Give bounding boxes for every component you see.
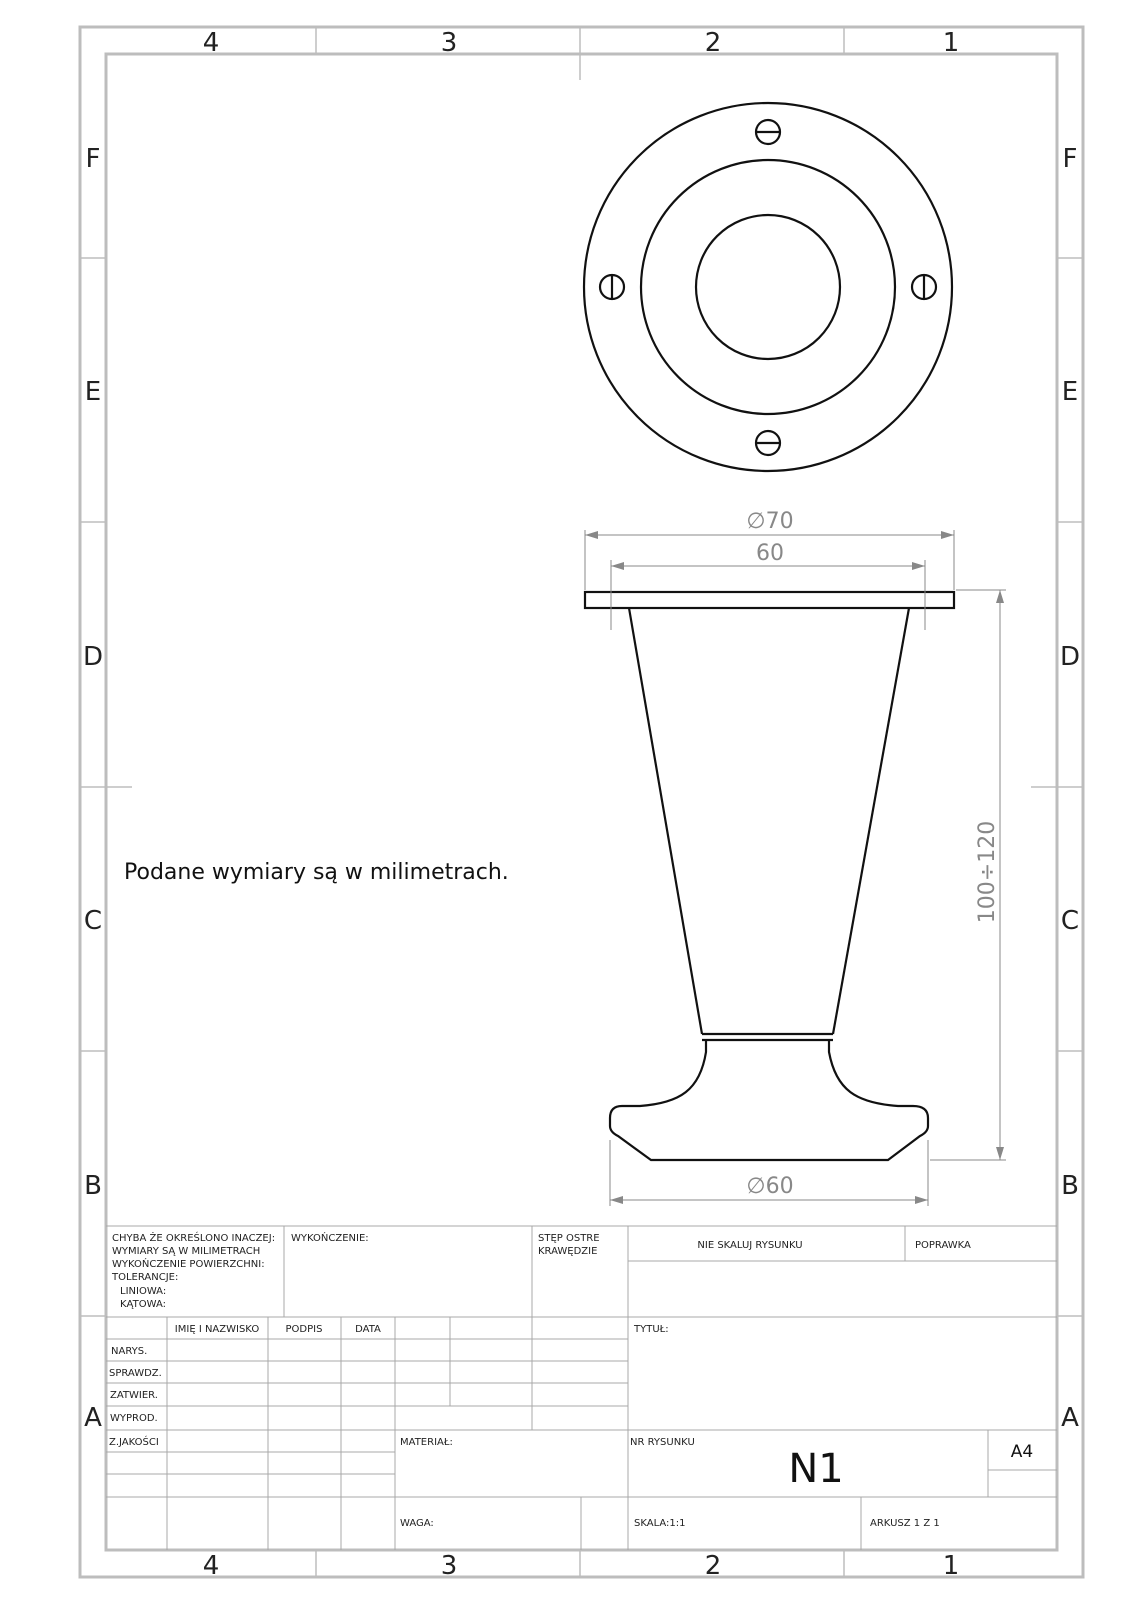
screw-icon-bottom [756, 431, 780, 455]
zone-col-1-top: 1 [942, 28, 960, 58]
zone-row-e-left: E [84, 377, 102, 407]
title-block [106, 1226, 1057, 1550]
tb-row-approved: ZATWIER. [110, 1390, 158, 1401]
zone-row-d-left: D [82, 642, 104, 672]
tb-col-signature: PODPIS [285, 1324, 323, 1335]
zone-row-c-left: C [83, 906, 103, 936]
tb-row-quality: Z.JAKOŚCI [109, 1437, 159, 1448]
screw-icon-top [756, 120, 780, 144]
tb-no-scale-label: NIE SKALUJ RYSUNKU [697, 1240, 803, 1251]
dimensions [585, 509, 1006, 1206]
tb-edges-label-2: KRAWĘDZIE [538, 1246, 598, 1257]
tb-revision-label: POPRAWKA [915, 1240, 971, 1251]
tb-col-name: IMIĘ I NAZWISKO [174, 1324, 260, 1335]
zone-col-3-bottom: 3 [440, 1551, 458, 1581]
tb-note-line-3: WYKOŃCZENIE POWIERZCHNI: [112, 1259, 265, 1270]
zone-col-1-bottom: 1 [942, 1551, 960, 1581]
tb-note-line-5: LINIOWA: [120, 1286, 167, 1297]
leg-right-edge [833, 608, 909, 1034]
zone-row-f-right: F [1062, 144, 1078, 174]
foot-neck-right [829, 1040, 913, 1106]
zone-col-4-top: 4 [202, 28, 220, 58]
tb-sheet-size: A4 [1010, 1442, 1034, 1462]
leg-left-edge [629, 608, 702, 1034]
units-note: Podane wymiary są w milimetrach. [124, 860, 509, 885]
screw-icon-left [600, 275, 624, 299]
tb-finish-label: WYKOŃCZENIE: [291, 1233, 369, 1244]
zone-col-2-bottom: 2 [704, 1551, 722, 1581]
zone-dividers [80, 27, 1083, 1577]
dim-top-inner: 60 [756, 541, 784, 566]
outer-frame [80, 27, 1083, 1577]
dim-top-diameter: ∅70 [746, 509, 794, 534]
zone-row-d-right: D [1059, 642, 1081, 672]
top-view-outer-circle [584, 103, 952, 471]
tb-note-line-2: WYMIARY SĄ W MILIMETRACH [112, 1246, 261, 1257]
top-view-inner-circle [696, 215, 840, 359]
zone-row-a-left: A [84, 1403, 102, 1433]
tb-col-date: DATA [355, 1324, 381, 1335]
top-view-middle-circle [641, 160, 895, 414]
tb-row-checked: SPRAWDZ. [109, 1368, 162, 1379]
tb-edges-label-1: STĘP OSTRE [538, 1233, 600, 1244]
tb-title-label: TYTUŁ: [634, 1324, 669, 1335]
zone-row-f-left: F [85, 144, 101, 174]
dim-base-diameter: ∅60 [746, 1174, 794, 1199]
zone-row-c-right: C [1060, 906, 1080, 936]
tb-note-line-1: CHYBA ŻE OKREŚLONO INACZEJ: [112, 1233, 276, 1244]
tb-drawing-no-label: NR RYSUNKU [630, 1437, 695, 1448]
tb-row-drawn: NARYS. [111, 1346, 148, 1357]
zone-col-2-top: 2 [704, 28, 722, 58]
top-flange [585, 592, 954, 608]
foot-neck-left [622, 1040, 706, 1106]
zone-col-4-bottom: 4 [202, 1551, 220, 1581]
tb-drawing-no: N1 [788, 1446, 844, 1492]
tb-scale: SKALA:1:1 [634, 1518, 686, 1529]
tb-note-line-6: KĄTOWA: [120, 1299, 166, 1310]
screw-icon-right [912, 275, 936, 299]
side-view [585, 592, 954, 1160]
zone-row-e-right: E [1061, 377, 1079, 407]
zone-row-b-left: B [84, 1171, 102, 1201]
tb-weight-label: WAGA: [400, 1518, 434, 1529]
zone-labels [83, 28, 1080, 1581]
zone-col-3-top: 3 [440, 28, 458, 58]
zone-row-b-right: B [1061, 1171, 1079, 1201]
zone-row-a-right: A [1061, 1403, 1079, 1433]
tb-note-line-4: TOLERANCJE: [112, 1272, 179, 1283]
tb-sheet-count: ARKUSZ 1 Z 1 [870, 1518, 940, 1529]
tb-material-label: MATERIAŁ: [400, 1437, 453, 1448]
top-view [584, 103, 952, 471]
dim-height: 100÷120 [975, 820, 1000, 924]
foot-base [610, 1106, 928, 1160]
tb-row-manufactured: WYPROD. [110, 1413, 158, 1424]
